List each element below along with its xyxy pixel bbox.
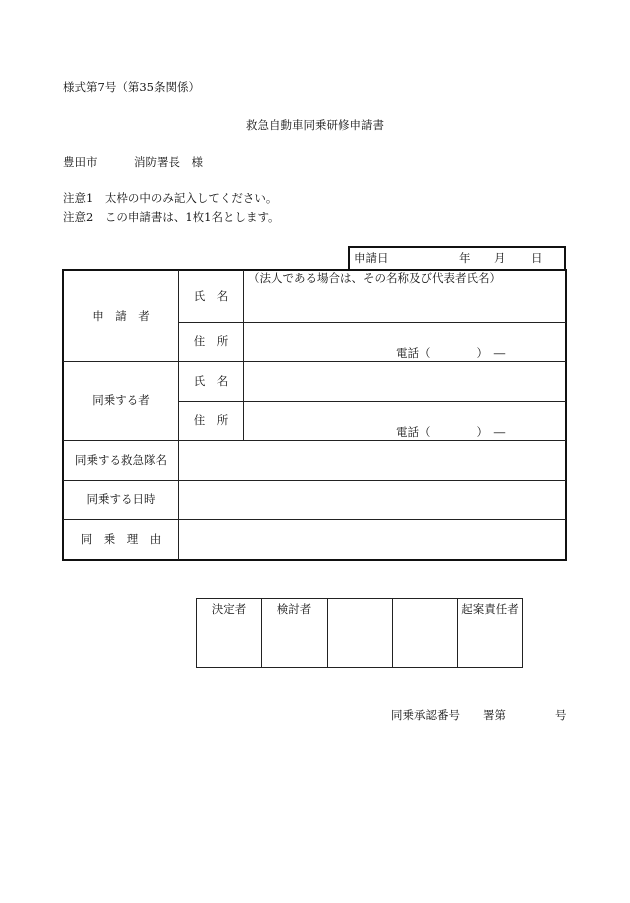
- corporation-note: （法人である場合は、その名称及び代表者氏名）: [248, 271, 501, 285]
- station-prefix: 署第: [483, 708, 506, 722]
- stamp-divider-3: [392, 598, 393, 668]
- companion-row-divider: [178, 401, 566, 402]
- label-column-divider: [178, 270, 179, 560]
- reviewer-label: 検討者: [276, 602, 312, 616]
- companion-section-divider: [63, 440, 566, 441]
- note-1: 注意1 太枠の中のみ記入してください。: [63, 191, 278, 205]
- sublabel-column-divider: [243, 270, 244, 440]
- reason-label: 同 乗 理 由: [80, 532, 162, 546]
- application-date-label: 申請日: [354, 251, 389, 265]
- companion-label: 同乗する者: [92, 393, 150, 407]
- decider-label: 決定者: [211, 602, 247, 616]
- datetime-field[interactable]: [180, 482, 564, 517]
- document-title: 救急自動車同乗研修申請書: [246, 118, 384, 132]
- drafter-label: 起案責任者: [461, 602, 519, 616]
- datetime-label: 同乗する日時: [86, 492, 156, 506]
- form-number: 様式第7号（第35条関係）: [63, 80, 200, 94]
- companion-address-field[interactable]: [245, 403, 564, 438]
- addressee-title: 消防署長 様: [134, 155, 203, 169]
- squad-field[interactable]: [180, 442, 564, 478]
- applicant-name-label: 氏 名: [193, 289, 229, 303]
- stamp-divider-2: [327, 598, 328, 668]
- month-label: 月: [494, 251, 506, 265]
- note-2: 注意2 この申請書は、1枚1名とします。: [63, 210, 280, 224]
- applicant-address-label: 住 所: [193, 334, 229, 348]
- companion-address-label: 住 所: [193, 413, 229, 427]
- squad-row-divider: [63, 480, 566, 481]
- applicant-section-divider: [63, 361, 566, 362]
- day-label: 日: [531, 251, 543, 265]
- number-suffix: 号: [555, 708, 567, 722]
- approval-number-label: 同乗承認番号: [391, 708, 460, 722]
- companion-phone-label: 電話（ ） ―: [396, 425, 506, 439]
- reason-field[interactable]: [180, 521, 564, 558]
- squad-label: 同乗する救急隊名: [75, 453, 167, 467]
- applicant-phone-label: 電話（ ） ―: [396, 346, 506, 360]
- applicant-row-divider: [178, 322, 566, 323]
- stamp-divider-4: [457, 598, 458, 668]
- year-label: 年: [459, 251, 471, 265]
- companion-name-label: 氏 名: [193, 374, 229, 388]
- companion-name-field[interactable]: [245, 363, 564, 399]
- applicant-label: 申 請 者: [92, 309, 150, 323]
- datetime-row-divider: [63, 519, 566, 520]
- applicant-address-field[interactable]: [245, 324, 564, 359]
- stamp-divider-1: [261, 598, 262, 668]
- addressee-city: 豊田市: [63, 155, 98, 169]
- applicant-name-field[interactable]: [245, 287, 564, 320]
